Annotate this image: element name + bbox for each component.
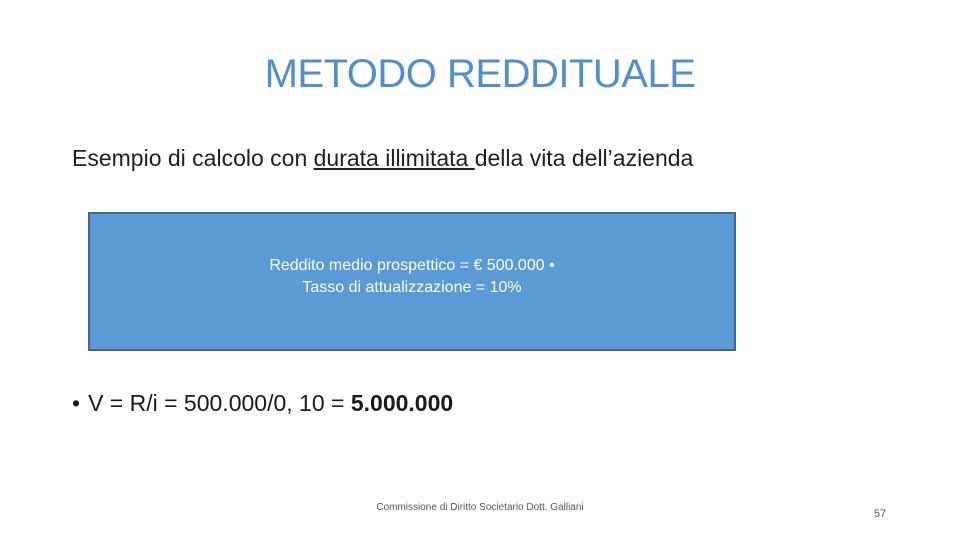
formula-bullet-item — [72, 390, 453, 417]
page-number: 57 — [873, 508, 887, 520]
slide-title: METODO REDDITUALE — [264, 52, 696, 96]
info-box-line-income: Reddito medio prospettico = € 500.000 • — [269, 256, 555, 274]
formula-result: 5.000.000 — [350, 390, 454, 416]
subtitle-text-after: della vita dell’azienda — [474, 145, 694, 171]
slide-footer: Commissione di Diritto Societario Dott. Galliani — [376, 502, 584, 513]
bullet-icon: • — [72, 390, 81, 416]
slide-subtitle — [72, 145, 693, 172]
subtitle-underlined-text: durata illimitata — [313, 145, 475, 171]
info-box-line-rate: Tasso di attualizzazione = 10% — [302, 278, 522, 296]
info-box — [88, 212, 736, 351]
subtitle-text-before: Esempio di calcolo con — [72, 145, 314, 171]
formula-text: V = R/i = 500.000/0, 10 = — [88, 390, 351, 416]
